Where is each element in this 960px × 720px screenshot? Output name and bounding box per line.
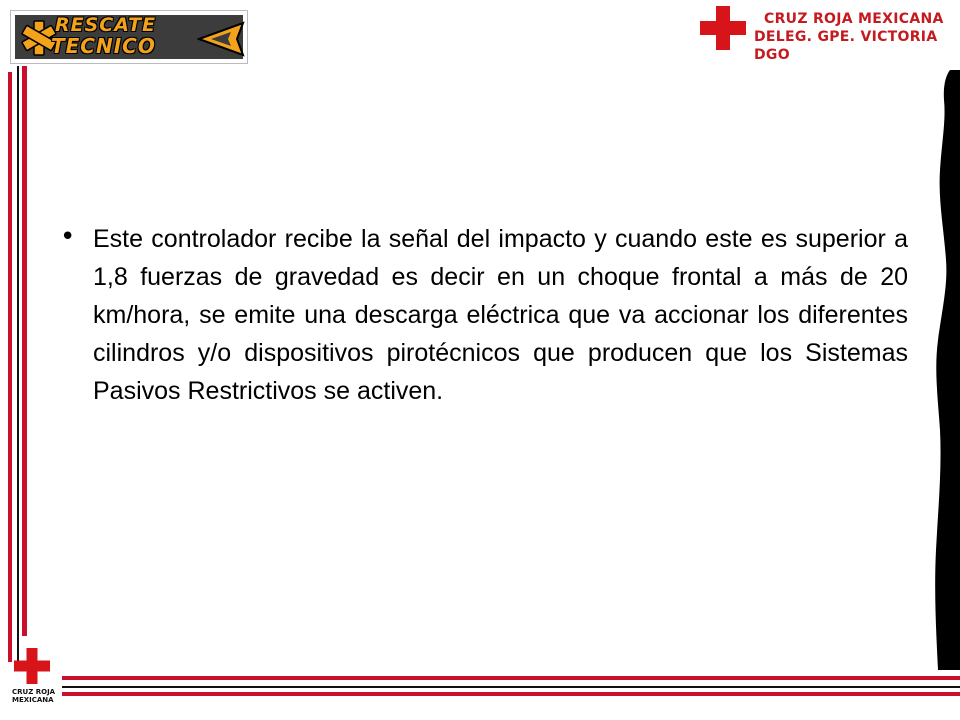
bullet-marker: •: [60, 222, 76, 252]
rescate-tecnico-logo: [10, 10, 248, 64]
bottom-border-black-line: [62, 686, 960, 688]
rescue-tool-icon: [197, 19, 245, 59]
org-delegation: DELEG. GPE. VICTORIA DGO: [754, 29, 938, 63]
logo-word-tecnico: TECNICO: [51, 34, 156, 58]
left-border-red-line: [8, 72, 12, 662]
bottom-border-red-line: [62, 676, 960, 680]
bottom-border-red-line-lower: [62, 692, 960, 696]
footer-org-label: [12, 688, 55, 704]
red-cross-icon: [700, 6, 746, 50]
footer-label-line1: CRUZ ROJA: [12, 688, 56, 696]
slide-content: [60, 220, 908, 410]
logo-word-rescate: RESCATE: [55, 14, 157, 36]
left-border-red-line-inner: [22, 66, 27, 636]
bullet-text: Este controlador recibe la señal del impacto y cuando este es superior a 1,8 fuerzas de gravedad es decir en un choque frontal a más de 20 km/hora, se emite una descarga eléctrica que va accionar los diferentes cilindros y/o dispositivos pirotécnicos que producen que los Sistemas Pasivos Restrictivos se activen.: [93, 225, 908, 405]
right-silhouette-decoration: [926, 70, 960, 670]
red-cross-icon: [14, 648, 50, 684]
org-name: CRUZ ROJA MEXICANA: [764, 11, 944, 27]
organization-header: [754, 10, 960, 64]
left-border-black-line: [17, 66, 19, 662]
footer-label-line2: MEXICANA: [12, 696, 54, 704]
